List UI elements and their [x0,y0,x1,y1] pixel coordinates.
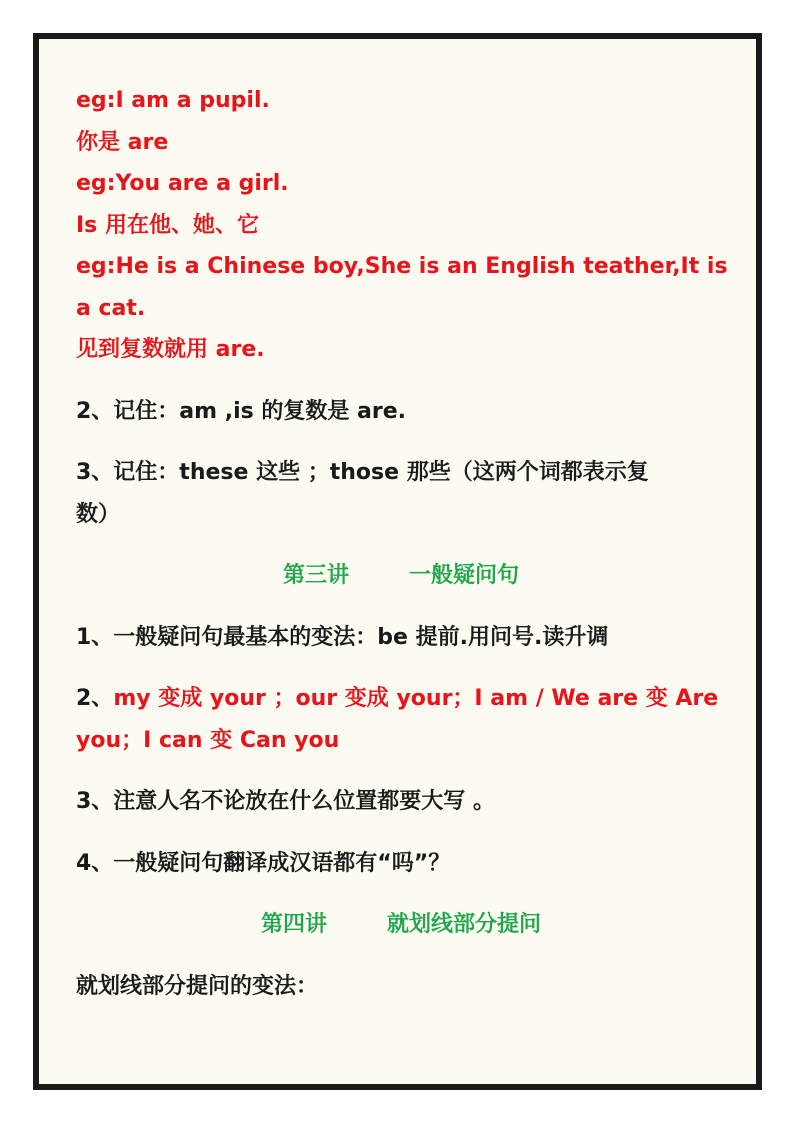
question-rule-1: 1、一般疑问句最基本的变法：be 提前.用问号.读升调 [76,624,609,650]
document-content [76,80,726,1007]
question-rule-2-line2: you；I can 变 Can you [76,727,340,753]
example-it-is-cont: a cat. [76,295,146,321]
section-4-heading [76,904,726,946]
underline-question-intro: 就划线部分提问的变法： [76,973,319,999]
section-3-number: 第三讲 [282,563,349,588]
section-4-number: 第四讲 [260,912,327,937]
question-rule-3: 3、注意人名不论放在什么位置都要大写 。 [76,789,495,814]
section-4-title: 就划线部分提问 [387,912,542,937]
section-3-heading [76,555,726,597]
rule-you-are: 你是 are [76,129,169,155]
example-i-am: eg:I am a pupil. [76,88,270,113]
note-3-line2: 数） [76,501,121,527]
example-he-is: eg:He is a Chinese boy,She is an English teather,It is [76,254,728,279]
question-rule-2-line1 [76,678,726,720]
section-3-title: 一般疑问句 [409,563,520,588]
note-2: 2、记住：am ,is 的复数是 are. [76,398,407,424]
rule-plural: 见到复数就用 are. [76,337,265,362]
question-rule-4: 4、一般疑问句翻译成汉语都有“吗”？ [76,850,451,876]
question-rule-2-text: my 变成 your ；our 变成 your；I am / We are 变 Are [113,686,719,711]
question-rule-2-prefix: 2、 [76,686,114,711]
rule-is: Is 用在他、她、它 [76,212,259,238]
note-3-line1: 3、记住：these 这些 ；those 那些（这两个词都表示复 [76,460,649,485]
example-you-are: eg:You are a girl. [76,171,289,196]
